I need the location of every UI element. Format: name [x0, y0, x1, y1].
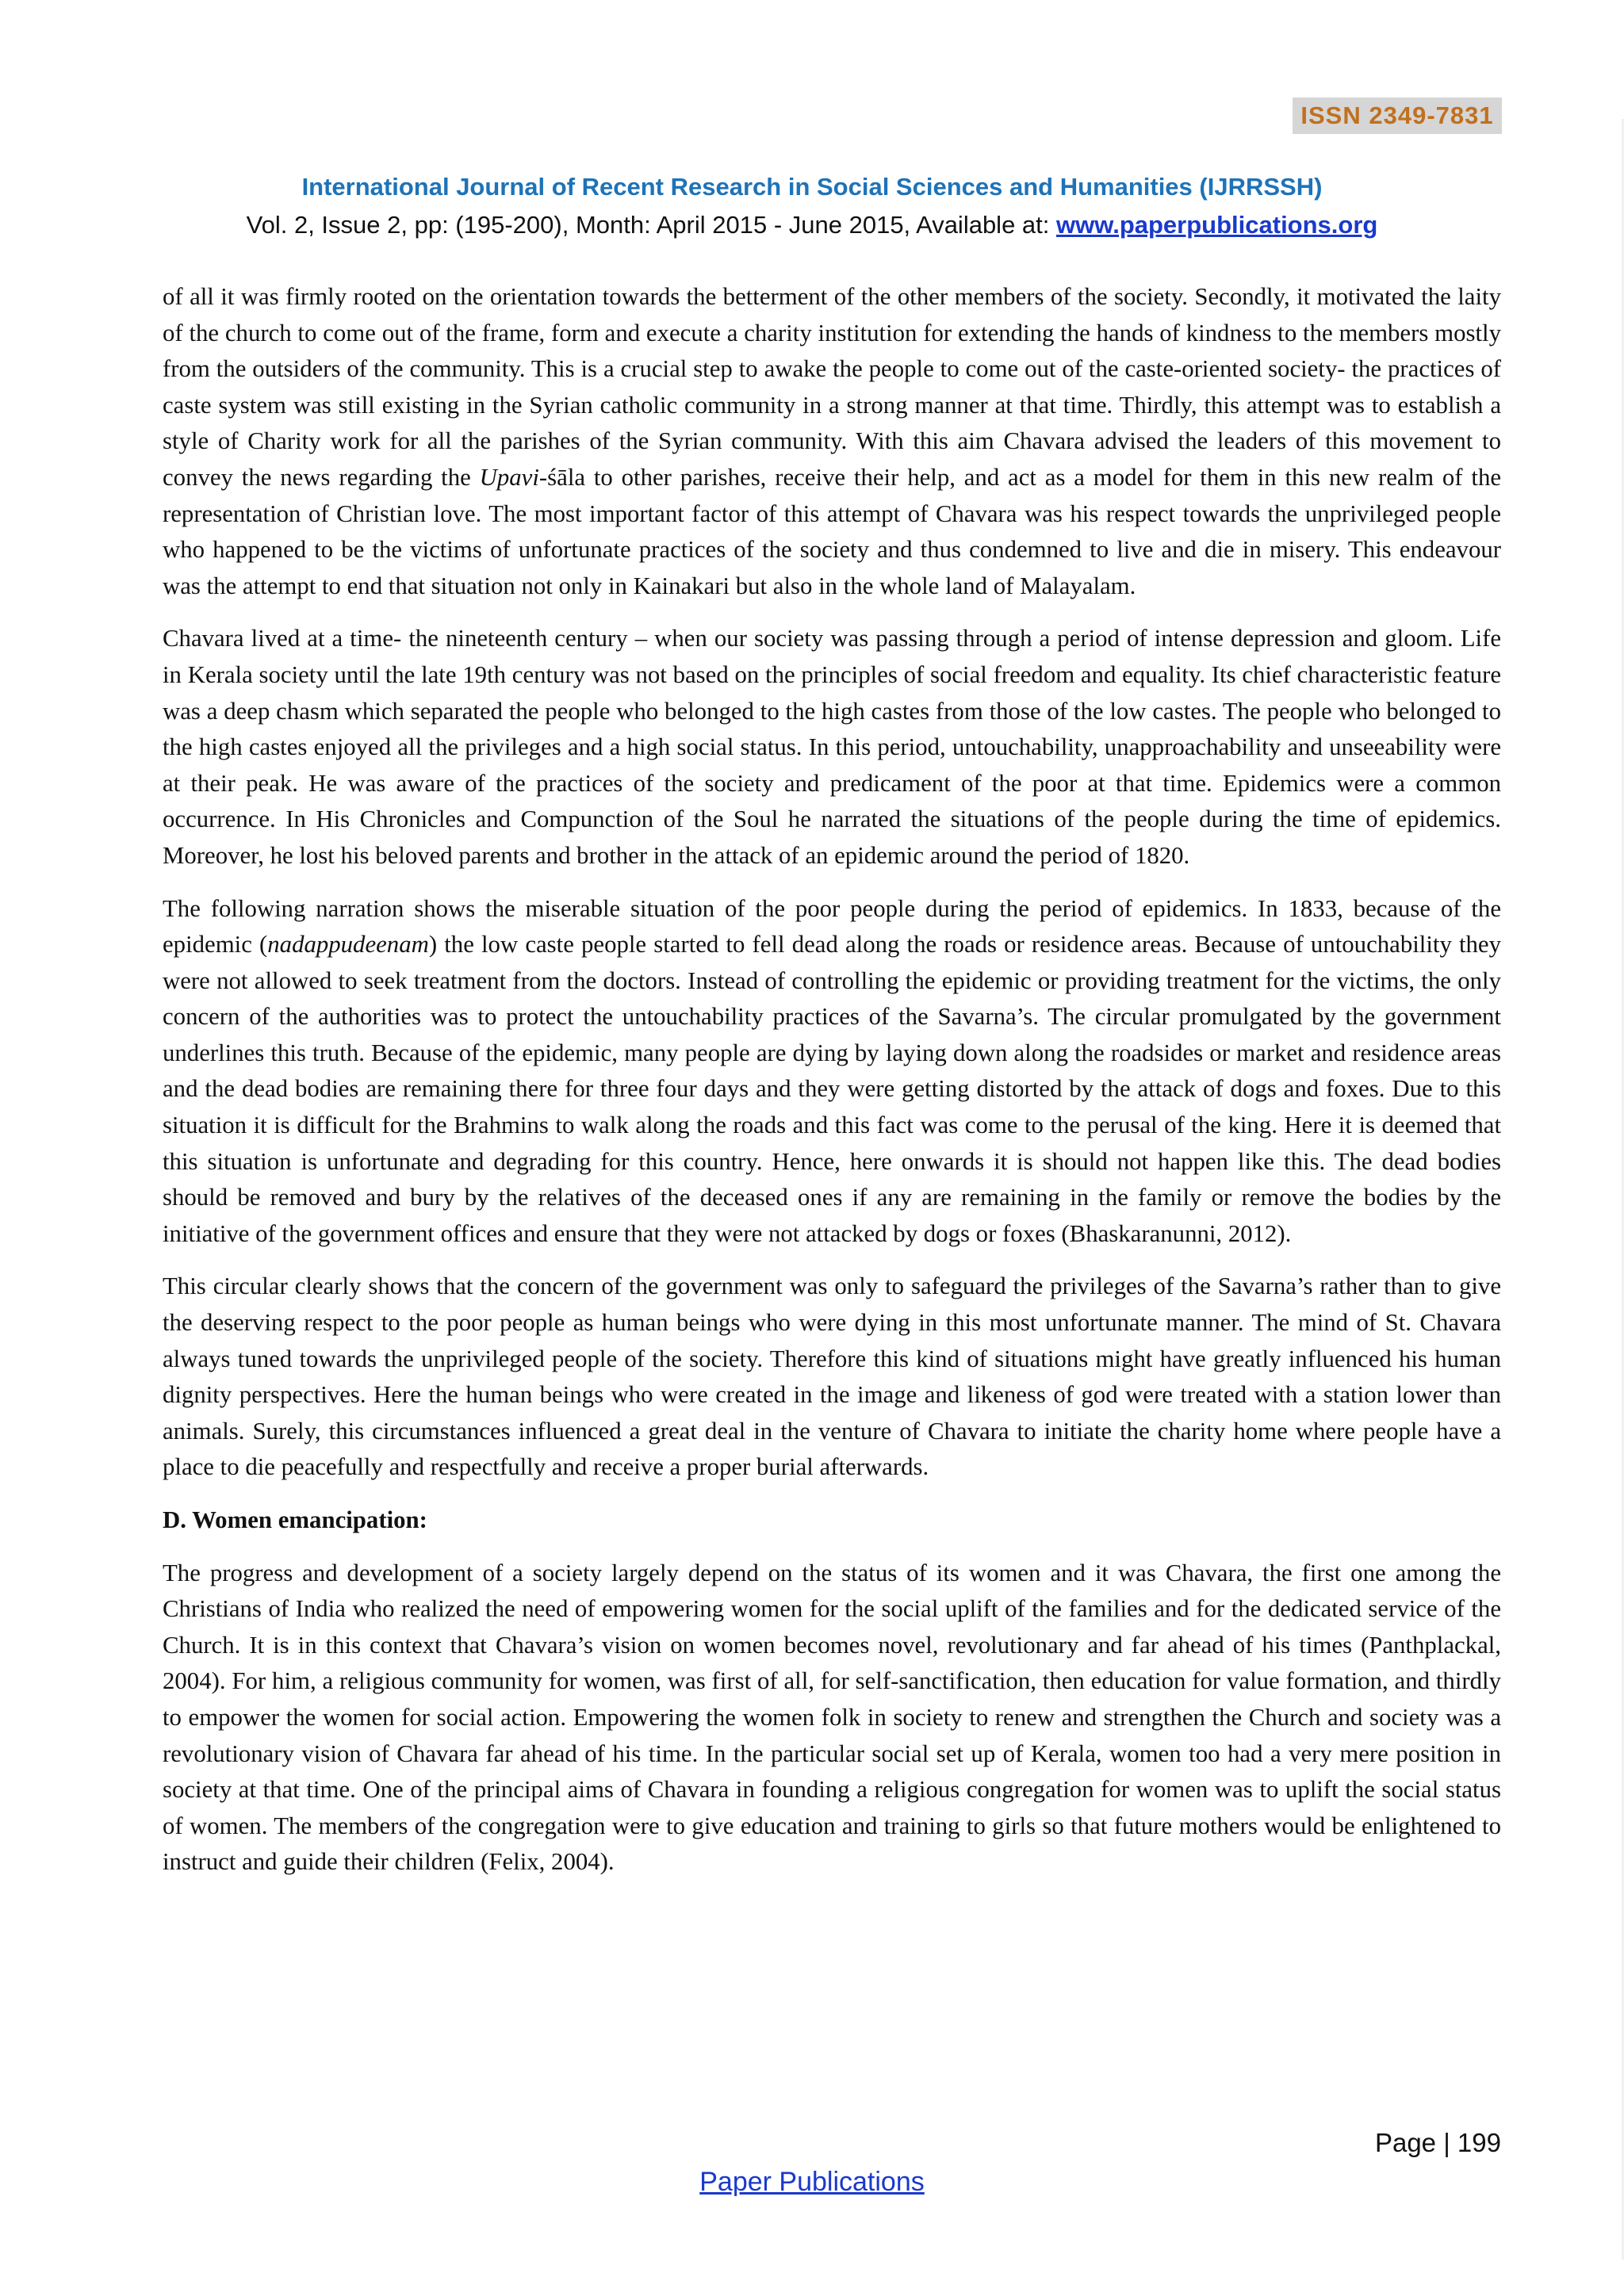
article-body [163, 279, 1501, 1897]
issn-badge: ISSN 2349-7831 [1293, 98, 1502, 134]
journal-info [0, 211, 1624, 239]
journal-info-text: Vol. 2, Issue 2, pp: (195-200), Month: April 2015 - June 2015, Available at: [246, 211, 1057, 239]
paragraph-3-italic: nadappudeenam [267, 931, 429, 959]
paragraph-2: Chavara lived at a time- the nineteenth century – when our society was passing through a period of intense depression and gloom. Life in Kerala society until the late 19th century was not based on the principles of social freedom and equality. Its chief characteristic feature was a deep chasm which separated the people who belonged to the high castes from those of the low castes. The people who belonged to the high castes enjoyed all the privileges and a high social status. In this period, untouchability, unapproachability and unseeability were at their peak. He was aware of the practices of the society and predicament of the poor at that time. Epidemics were a common occurrence. In His Chronicles and Compunction of the Soul he narrated the situations of the people during the time of epidemics. Moreover, he lost his beloved parents and brother in the attack of an epidemic around the period of 1820. [163, 625, 1501, 869]
publisher-footer [0, 2167, 1624, 2198]
journal-title: International Journal of Recent Research in Social Sciences and Humanities (IJRRSSH) [301, 173, 1323, 201]
paragraph-3-text-a: The following narration shows the miserable situation of the poor people during the period of epidemics. In 1833, because of the epidemic ( [163, 894, 1501, 959]
paragraph-1-text-b: -śāla to other parishes, receive their help, and act as a model for them in this new realm of the representation of Christian love. The most important factor of this attempt of Chavara was his respect towards the unprivileged people who happened to be the victims of unfortunate practices of the society and thus condemned to live and die in misery. This endeavour was the attempt to end that situation not only in Kainakari but also in the whole land of Malayalam. [163, 463, 1502, 599]
paragraph-5: The progress and development of a society largely depend on the status of its women and it was Chavara, the first one among the Christians of India who realized the need of empowering women for the social uplift of the families and for the dedicated service of the Church. It is in this context that Chavara’s vision on women becomes novel, revolutionary and far ahead of his times (Panthplackal, 2004). For him, a religious community for women, was first of all, for self-sanctification, then education for value formation, and thirdly to empower the women for social action. Empowering the women folk in society to renew and strengthen the Church and society was a revolutionary vision of Chavara far ahead of his time. In the particular social set up of Kerala, women too had a very mere position in society at that time. One of the principal aims of Chavara in founding a religious congregation for women was to uplift the social status of women. The members of the congregation were to give education and training to girls so that future mothers would be enlightened to instruct and guide their children (Felix, 2004). [163, 1559, 1501, 1876]
paragraph-3-text-b: ) the low caste people started to fell dead along the roads or residence areas. Because of untouchability they were not allowed to seek treatment from the doctors. Instead of controlling the epidemic or providing treatment for the victims, the only concern of the authorities was to protect the untouchability practices of the Savarna’s. The circular promulgated by the government underlines this truth. Because of the epidemic, many people are dying by laying down along the roadsides or market and residence areas and the dead bodies are remaining there for three four days and they were getting distorted by the attack of dogs and foxes. Due to this situation it is difficult for the Brahmins to walk along the roads and this fact was come to the perusal of the king. Here it is deemed that this situation is unfortunate and degrading for this country. Hence, here onwards it is should not happen like this. The dead bodies should be removed and bury by the relatives of the deceased ones if any are remaining in the family or remove the bodies by the initiative of the government offices and ensure that they were not attacked by dogs or foxes (Bhaskaranunni, 2012). [163, 931, 1502, 1247]
paragraph-1 [163, 279, 1501, 604]
page-number: Page | 199 [1374, 2128, 1501, 2157]
journal-url-link[interactable]: www.paperpublications.org [1056, 211, 1378, 239]
section-heading-d: D. Women emancipation: [163, 1506, 427, 1533]
paragraph-3 [163, 891, 1501, 1253]
paragraph-1-text-a: of all it was firmly rooted on the orientation towards the betterment of the other members of the society. Secondly, it motivated the laity of the church to come out of the frame, form and execute a charity institution for extending the hands of kindness to the members mostly from the outsiders of the community. This is a crucial step to awake the people to come out of the caste-oriented society- the practices of caste system was still existing in the Syrian catholic community in a strong manner at that time. Thirdly, this attempt was to establish a style of Charity work for all the parishes of the Syrian community. With this aim Chavara advised the leaders of this movement to convey the news regarding the [163, 283, 1501, 491]
paragraph-1-italic: Upavi [479, 463, 539, 491]
publisher-link[interactable]: Paper Publications [699, 2167, 925, 2197]
paragraph-4: This circular clearly shows that the concern of the government was only to safeguard the privileges of the Savarna’s rather than to give the deserving respect to the poor people as human beings who were dying in this most unfortunate manner. The mind of St. Chavara always tuned towards the unprivileged people of the society. Therefore this kind of situations might have greatly influenced his human dignity perspectives. Here the human beings who were created in the image and likeness of god were treated with a station lower than animals. Surely, this circumstances influenced a great deal in the venture of Chavara to initiate the charity home where people have a place to die peacefully and respectfully and receive a proper burial afterwards. [163, 1272, 1501, 1481]
